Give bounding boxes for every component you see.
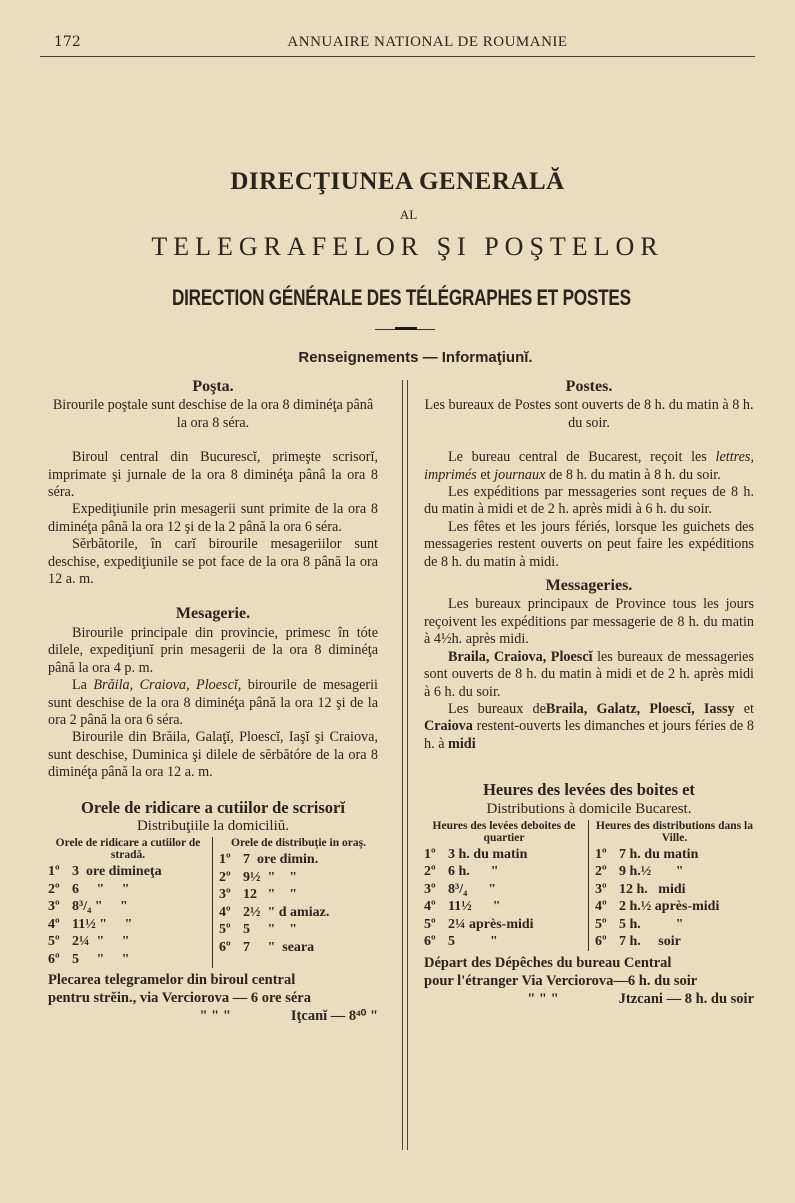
row-time: 3 h. du matin (448, 846, 528, 862)
table-row (595, 916, 754, 934)
row-time: 6 h. " (448, 864, 499, 880)
paragraph: Les bureaux principaux de Province tous les jours reçoivent les expéditions par messagerie de 8 h. du matin à 4½h. après midi. (424, 596, 754, 648)
row-ordinal: 3º (48, 899, 60, 915)
table-row (48, 951, 208, 969)
schedule-table-romanian (48, 837, 378, 968)
table-row (595, 898, 754, 916)
row-ordinal: 4º (48, 916, 60, 932)
row-ordinal: 2º (595, 864, 607, 880)
row-time: 6 " " (72, 881, 130, 897)
row-time: 5 " " (72, 951, 130, 967)
title-al: AL (399, 207, 418, 222)
foot-line: pentru strĕin., via Verciorova — 6 ore séra (48, 990, 311, 1007)
heading-mesagerie: Mesagerie. (175, 605, 251, 623)
table-column-collection (48, 837, 213, 968)
table-row (48, 898, 208, 916)
row-time: 7 ore dimin. (243, 852, 319, 868)
row-ordinal: 2º (424, 864, 436, 880)
row-ordinal: 2º (48, 881, 60, 897)
table-row (595, 881, 754, 899)
paragraph: Birourile principale din provincie, primesc în tóte dilele, expediţiunĭ prin mesagerii de la ora 8 diminéţa până la ora 4 p. m. (48, 624, 378, 676)
row-ordinal: 3º (595, 881, 607, 897)
row-ordinal: 3º (424, 881, 436, 897)
table-row (595, 846, 754, 864)
table-row (595, 933, 754, 951)
postes-text: Les bureaux de Postes sont ouverts de 8 h. du matin à 8 h. du soir. (424, 397, 754, 431)
row-ordinal: 4º (595, 899, 607, 915)
row-ordinal: 1º (219, 852, 231, 868)
ornament-rule (375, 326, 435, 332)
row-ordinal: 3º (219, 887, 231, 903)
ornament-thick-line (395, 327, 417, 330)
heading-table-romanian: Orele de ridicare a cutiilor de scrisorĭ (81, 797, 345, 817)
row-time: 2½ " d amiaz. (243, 904, 330, 920)
row-ordinal: 4º (424, 899, 436, 915)
table-row (219, 904, 378, 922)
running-title: ANNUAIRE NATIONAL DE ROUMANIE (287, 34, 568, 50)
row-time: 11½ " " (72, 916, 133, 932)
paragraph: Birourile din Brăila, Galaţĭ, Ploescĭ, Iaşĭ şi Craiova, sunt deschise, Duminica şi dilele de sĕrbătóre de la ora 8 diminéţa până la ora 12 a. m. (48, 729, 378, 781)
row-time: 8³/₄ " (448, 881, 497, 897)
dispatch-departures (424, 954, 754, 1008)
column-header: Orele de distribuţie in oraş. (231, 837, 366, 850)
row-ordinal: 2º (219, 869, 231, 885)
table-row (595, 863, 754, 881)
paragraph: Les fêtes et les jours fériés, lorsque les guichets des messageries restent ouverts on peut faire les expéditions de 8 h. du matin à midi. (424, 518, 754, 570)
table-row (424, 898, 584, 916)
foot-line: Départ des Dépêches du bureau Central (424, 954, 672, 971)
heading-posta: Poşta. (192, 378, 234, 395)
running-header (40, 30, 755, 57)
row-time: 5 h. " (619, 916, 684, 932)
row-ordinal: 5º (219, 922, 231, 938)
paragraph: Sĕrbătorile, în carĭ birourile mesageriilor sunt deschise, expediţiunile se pot face de la ora 8 până la ora 12 a. m. (48, 536, 378, 588)
subheading-table-french: Distributions à domicile Bucarest. (486, 800, 692, 817)
heading-messageries: Messageries. (545, 577, 633, 595)
table-column-collection (424, 820, 589, 951)
paragraph: Le bureau central de Bucarest, reçoit les lettres, imprimés et journaux de 8 h. du matin à 8 h. du soir. (424, 449, 754, 483)
table-row (48, 916, 208, 934)
row-time: 7 h. soir (619, 934, 681, 950)
row-ordinal: 1º (595, 846, 607, 862)
row-time: 7 h. du matin (619, 846, 699, 862)
paragraph: Expediţiunile prin mesagerii sunt primite de la ora 8 diminéţa până la ora 12 şi de la 2 până la ora 6 séra. (48, 501, 378, 535)
row-time: 2 h.½ après-midi (619, 899, 720, 915)
table-row (219, 921, 378, 939)
table-row (219, 869, 378, 887)
paragraph: Les bureaux deBraila, Galatz, Ploescĭ, Iassy et Craiova restent-ouverts les dimanches et jours féries de 8 h. à midi (424, 700, 754, 752)
table-row (424, 863, 584, 881)
title-romanian: DIRECŢIUNEA GENERALĂ (230, 168, 565, 195)
column-header: Heures des distributions dans la Ville. (596, 819, 753, 844)
row-time: 7 " seara (243, 939, 315, 955)
table-row (424, 846, 584, 864)
column-divider (402, 380, 408, 1150)
row-time: 9½ " " (243, 869, 298, 885)
italic-cities: Brăila, Craiova, Ploescĭ, (93, 677, 242, 694)
row-time: 12 h. midi (619, 881, 686, 897)
row-ordinal: 4º (219, 904, 231, 920)
row-time: 3 ore dimineţa (72, 864, 162, 880)
table-row (48, 863, 208, 881)
row-ordinal: 6º (595, 934, 607, 950)
row-ordinal: 1º (424, 846, 436, 862)
row-time: 2¼ " " (72, 934, 130, 950)
table-column-distribution (589, 820, 754, 951)
paragraph: La Brăila, Craiova, Ploescĭ, birourile de mesagerii sunt deschise de la ora 8 diminéţa până la ora 12 şi de la ora 2 până la ora 6 séra. (48, 677, 378, 728)
row-ordinal: 5º (48, 934, 60, 950)
table-row (424, 881, 584, 899)
title-french: DIRECTION GÉNÉRALE DES TÉLÉGRAPHES ET POSTES (171, 285, 631, 310)
table-column-distribution (213, 837, 378, 968)
foot-line: " " " Iţcanĭ — 8⁴⁰ " (199, 1008, 378, 1025)
row-ordinal: 6º (424, 934, 436, 950)
telegram-departures (48, 971, 378, 1025)
paragraph: Biroul central din Bucurescĭ, primeşte scrisorĭ, imprimate şi jurnale de la ora 8 diminéţa pânâ la ora 8 séra. (48, 449, 378, 501)
table-row (219, 939, 378, 957)
table-row (48, 881, 208, 899)
paragraph: Les expéditions par messageries sont reçues de 8 h. du matin à midi et de 2 h. après midi à 6 h. du soir. (424, 484, 754, 518)
foot-line: pour l'étranger Via Verciorova—6 h. du soir (424, 972, 698, 989)
paragraph: Braila, Craiova, Ploescĭ les bureaux de messageries sont ouverts de 8 h. du matin à midi et de 2 h. après midi à 6 h. du soir. (424, 648, 754, 700)
row-ordinal: 6º (48, 951, 60, 967)
title-telegrafelor: TELEGRAFELOR ŞI POŞTELOR (151, 232, 664, 261)
table-row (424, 933, 584, 951)
section-heading-info: Renseignements — Informaţiunĭ. (298, 349, 533, 366)
row-time: 2¼ après-midi (448, 916, 534, 932)
column-header: Orele de ridicare a cutiilor de stradă. (55, 837, 201, 862)
foot-line: " " " Jtzcani — 8 h. du soir (527, 990, 754, 1007)
heading-table-french: Heures des levées des boites et (483, 780, 695, 800)
foot-line: Plecarea telegramelor din biroul central (48, 972, 296, 989)
table-row (48, 933, 208, 951)
table-row (424, 916, 584, 934)
row-time: 8³/₄ " " (72, 899, 128, 915)
row-time: 5 " " (243, 922, 298, 938)
heading-postes: Postes. (565, 378, 613, 395)
subheading-table-romanian: Distribuţiile la domiciliŭ. (136, 817, 290, 834)
row-ordinal: 5º (424, 916, 436, 932)
row-ordinal: 6º (219, 939, 231, 955)
posta-text: Birourile poştale sunt deschise de la ora 8 diminéţa pânâ la ora 8 séra. (52, 397, 374, 431)
row-time: 5 " (448, 934, 498, 950)
column-romanian (48, 378, 378, 1025)
row-time: 11½ " (448, 899, 501, 915)
table-row (219, 851, 378, 869)
column-header: Heures des levées deboites de quartier (432, 819, 576, 844)
schedule-table-french (424, 820, 754, 951)
column-french (424, 378, 754, 1008)
table-row (219, 886, 378, 904)
row-time: 12 " " (243, 887, 298, 903)
page-number: 172 (54, 34, 81, 50)
row-time: 9 h.½ " (619, 864, 684, 880)
row-ordinal: 5º (595, 916, 607, 932)
row-ordinal: 1º (48, 864, 60, 880)
